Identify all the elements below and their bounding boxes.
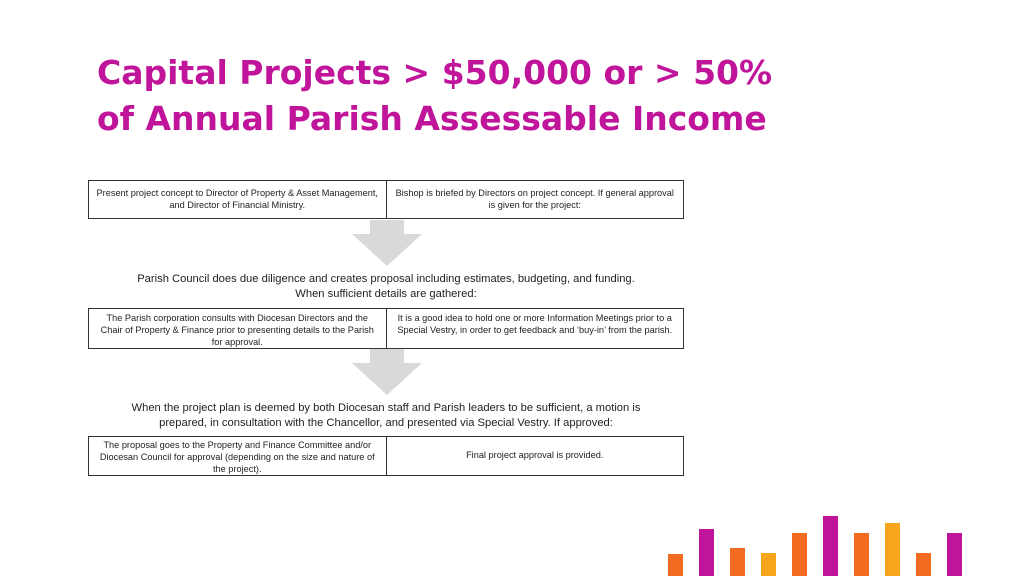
decorative-bar <box>823 516 838 576</box>
decorative-bar <box>916 553 931 576</box>
statement-1-line-2: When sufficient details are gathered: <box>295 288 477 300</box>
title-line-2: of Annual Parish Assessable Income <box>97 99 767 138</box>
down-arrow-icon <box>352 220 422 266</box>
decorative-bar <box>947 533 962 576</box>
down-arrow-icon <box>352 349 422 395</box>
step-3-left-box: The proposal goes to the Property and Finance Committee and/or Diocesan Council for approval (depending on the size and nature of the project). <box>89 437 387 475</box>
step-1-right-box: Bishop is briefed by Directors on project concept. If general approval is given for the project: <box>395 188 674 210</box>
decorative-bar <box>792 533 807 576</box>
decorative-bar <box>668 554 683 576</box>
step-2-row <box>88 308 684 349</box>
step-3-right-box: Final project approval is provided. <box>466 450 604 460</box>
decorative-bar <box>730 548 745 576</box>
step-1-row <box>88 180 684 219</box>
page-title <box>97 50 957 142</box>
statement-2 <box>88 401 684 431</box>
title-line-1: Capital Projects > $50,000 or > 50% <box>97 53 773 92</box>
statement-2-line-1: When the project plan is deemed by both Diocesan staff and Parish leaders to be sufficient, a motion is <box>131 402 641 414</box>
statement-1-line-1: Parish Council does due diligence and creates proposal including estimates, budgeting, and funding. <box>137 273 635 285</box>
statement-2-line-2: prepared, in consultation with the Chancellor, and presented via Special Vestry. If approved: <box>159 417 613 429</box>
step-2-left-box: The Parish corporation consults with Diocesan Directors and the Chair of Property & Finance prior to presenting details to the Parish for approval. <box>89 309 387 348</box>
decorative-bar <box>761 553 776 576</box>
statement-1 <box>88 272 684 302</box>
step-2-right-box: It is a good idea to hold one or more Information Meetings prior to a Special Vestry, in order to get feedback and ‘buy-in’ from the parish. <box>397 313 673 335</box>
decorative-bar <box>854 533 869 576</box>
step-3-row <box>88 436 684 476</box>
step-1-left-box: Present project concept to Director of Property & Asset Management, and Director of Financial Ministry. <box>89 181 387 218</box>
decorative-bar <box>699 529 714 576</box>
decorative-bar <box>885 523 900 576</box>
